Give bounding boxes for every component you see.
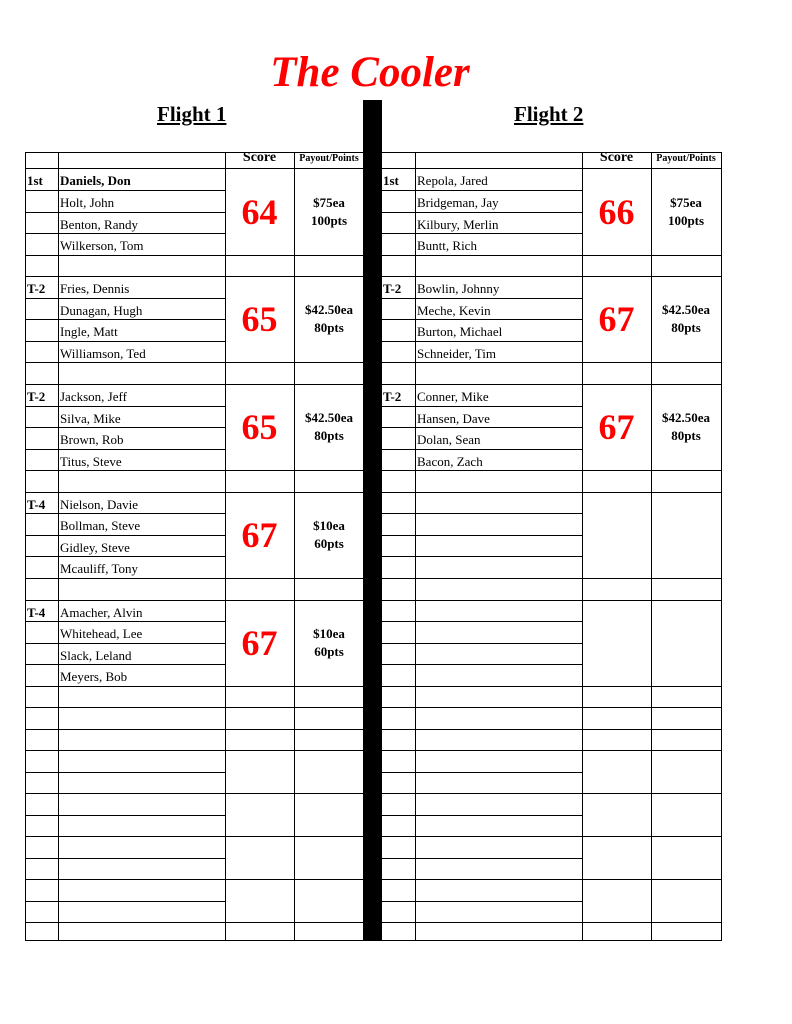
row-line bbox=[25, 772, 226, 773]
row-line bbox=[381, 341, 583, 342]
row-line bbox=[582, 940, 722, 941]
row-line bbox=[582, 686, 722, 687]
position-label: T-2 bbox=[383, 281, 402, 296]
player-name: Dunagan, Hugh bbox=[60, 303, 143, 318]
payout-amount: $42.50ea bbox=[304, 302, 354, 317]
row-line bbox=[225, 168, 365, 169]
col-line bbox=[651, 152, 652, 941]
row-line bbox=[381, 664, 583, 665]
points-amount: 100pts bbox=[310, 212, 348, 228]
row-line bbox=[25, 858, 226, 859]
row-line bbox=[381, 600, 583, 601]
payout-amount: $42.50ea bbox=[661, 410, 711, 425]
col-line bbox=[415, 152, 416, 941]
row-line bbox=[381, 470, 583, 471]
row-line bbox=[381, 750, 583, 751]
payout-amount: $42.50ea bbox=[304, 410, 354, 425]
payout-value bbox=[294, 625, 364, 661]
row-line bbox=[381, 940, 583, 941]
row-line bbox=[381, 255, 583, 256]
row-line bbox=[25, 152, 226, 153]
row-line bbox=[25, 940, 226, 941]
row-line bbox=[225, 879, 365, 880]
row-line bbox=[381, 686, 583, 687]
position-label: 1st bbox=[383, 173, 399, 188]
row-line bbox=[25, 384, 226, 385]
row-line bbox=[381, 815, 583, 816]
row-line bbox=[381, 449, 583, 450]
payout-value bbox=[651, 409, 721, 445]
row-line bbox=[381, 168, 583, 169]
row-line bbox=[381, 772, 583, 773]
row-line bbox=[225, 600, 365, 601]
row-line bbox=[225, 793, 365, 794]
row-line bbox=[225, 578, 365, 579]
position-label: T-2 bbox=[27, 389, 46, 404]
player-name: Kilbury, Merlin bbox=[417, 217, 499, 232]
row-line bbox=[225, 750, 365, 751]
points-amount: 60pts bbox=[314, 536, 344, 551]
row-line bbox=[381, 922, 583, 923]
row-line bbox=[582, 384, 722, 385]
row-line bbox=[25, 556, 226, 557]
row-line bbox=[25, 470, 226, 471]
payout-value bbox=[651, 194, 721, 230]
row-line bbox=[225, 686, 365, 687]
player-name: Mcauliff, Tony bbox=[60, 561, 139, 576]
player-name: Wilkerson, Tom bbox=[60, 238, 144, 253]
score-value: 67 bbox=[598, 299, 635, 339]
row-line bbox=[381, 233, 583, 234]
player-name: Dolan, Sean bbox=[417, 432, 481, 447]
row-line bbox=[381, 729, 583, 730]
player-name: Holt, John bbox=[60, 195, 115, 210]
row-line bbox=[225, 362, 365, 363]
player-name: Ingle, Matt bbox=[60, 324, 118, 339]
row-line bbox=[25, 600, 226, 601]
player-name: Brown, Rob bbox=[60, 432, 124, 447]
row-line bbox=[582, 168, 722, 169]
row-line bbox=[582, 470, 722, 471]
row-line bbox=[25, 922, 226, 923]
row-line bbox=[25, 276, 226, 277]
row-line bbox=[225, 470, 365, 471]
row-line bbox=[25, 492, 226, 493]
score-value: 65 bbox=[241, 407, 278, 447]
row-line bbox=[225, 707, 365, 708]
row-line bbox=[582, 276, 722, 277]
row-line bbox=[25, 449, 226, 450]
row-line bbox=[25, 233, 226, 234]
points-amount: 80pts bbox=[671, 428, 701, 443]
player-name: Bridgeman, Jay bbox=[417, 195, 499, 210]
row-line bbox=[25, 901, 226, 902]
row-line bbox=[25, 621, 226, 622]
row-line bbox=[225, 492, 365, 493]
row-line bbox=[582, 600, 722, 601]
row-line bbox=[25, 319, 226, 320]
payout-value bbox=[651, 301, 721, 337]
payout-amount: $75ea bbox=[313, 194, 345, 210]
points-amount: 60pts bbox=[314, 644, 344, 659]
payout-value bbox=[294, 301, 364, 337]
row-line bbox=[25, 643, 226, 644]
row-line bbox=[25, 664, 226, 665]
player-name: Schneider, Tim bbox=[417, 346, 496, 361]
row-line bbox=[25, 406, 226, 407]
row-line bbox=[225, 276, 365, 277]
row-line bbox=[381, 212, 583, 213]
row-line bbox=[25, 255, 226, 256]
row-line bbox=[25, 578, 226, 579]
payout-value bbox=[294, 409, 364, 445]
payout-value bbox=[294, 517, 364, 553]
row-line bbox=[381, 513, 583, 514]
score-value: 65 bbox=[241, 299, 278, 339]
flight-divider bbox=[363, 100, 382, 941]
player-name: Jackson, Jeff bbox=[60, 389, 127, 404]
row-line bbox=[381, 276, 583, 277]
flight-1-title: Flight 1 bbox=[157, 102, 227, 126]
row-line bbox=[381, 707, 583, 708]
player-name: Hansen, Dave bbox=[417, 411, 490, 426]
col-line bbox=[582, 152, 583, 941]
payout-header: Payout/Points bbox=[299, 153, 359, 164]
row-line bbox=[25, 212, 226, 213]
page-title: The Cooler bbox=[270, 49, 470, 96]
row-line bbox=[582, 362, 722, 363]
position-label: T-2 bbox=[27, 281, 46, 296]
row-line bbox=[582, 578, 722, 579]
row-line bbox=[582, 922, 722, 923]
payout-amount: $75ea bbox=[670, 194, 702, 210]
player-name: Gidley, Steve bbox=[60, 540, 130, 555]
player-name: Repola, Jared bbox=[417, 173, 488, 188]
score-value: 67 bbox=[598, 407, 635, 447]
row-line bbox=[25, 341, 226, 342]
row-line bbox=[381, 836, 583, 837]
row-line bbox=[25, 362, 226, 363]
points-amount: 100pts bbox=[667, 212, 705, 228]
score-header: Score bbox=[599, 150, 634, 165]
row-line bbox=[25, 168, 226, 169]
player-name: Meche, Kevin bbox=[417, 303, 491, 318]
row-line bbox=[25, 879, 226, 880]
row-line bbox=[582, 492, 722, 493]
row-line bbox=[25, 836, 226, 837]
row-line bbox=[381, 858, 583, 859]
position-label: T-4 bbox=[27, 497, 46, 512]
row-line bbox=[25, 298, 226, 299]
position-label: T-2 bbox=[383, 389, 402, 404]
player-name: Williamson, Ted bbox=[60, 346, 146, 361]
player-name: Bacon, Zach bbox=[417, 454, 483, 469]
score-value: 66 bbox=[598, 191, 635, 232]
row-line bbox=[381, 190, 583, 191]
player-name: Silva, Mike bbox=[60, 411, 121, 426]
row-line bbox=[582, 750, 722, 751]
row-line bbox=[381, 643, 583, 644]
payout-amount: $10ea bbox=[313, 626, 345, 641]
points-amount: 80pts bbox=[314, 320, 344, 335]
row-line bbox=[381, 427, 583, 428]
payout-header: Payout/Points bbox=[656, 153, 716, 164]
score-header: Score bbox=[242, 150, 277, 165]
row-line bbox=[582, 729, 722, 730]
row-line bbox=[381, 406, 583, 407]
row-line bbox=[25, 686, 226, 687]
row-line bbox=[582, 793, 722, 794]
row-line bbox=[582, 879, 722, 880]
row-line bbox=[381, 578, 583, 579]
player-name: Burton, Michael bbox=[417, 324, 503, 339]
player-name: Bollman, Steve bbox=[60, 518, 141, 533]
row-line bbox=[225, 255, 365, 256]
row-line bbox=[381, 556, 583, 557]
row-line bbox=[25, 729, 226, 730]
payout-amount: $10ea bbox=[313, 518, 345, 533]
score-value: 67 bbox=[241, 623, 278, 663]
points-amount: 80pts bbox=[314, 428, 344, 443]
col-line bbox=[721, 152, 722, 941]
payout-amount: $42.50ea bbox=[661, 302, 711, 317]
row-line bbox=[381, 152, 583, 153]
row-line bbox=[25, 513, 226, 514]
row-line bbox=[25, 750, 226, 751]
row-line bbox=[25, 815, 226, 816]
player-name: Whitehead, Lee bbox=[60, 626, 143, 641]
row-line bbox=[25, 793, 226, 794]
row-line bbox=[25, 535, 226, 536]
player-name: Benton, Randy bbox=[60, 217, 138, 232]
row-line bbox=[381, 319, 583, 320]
player-name: Bowlin, Johnny bbox=[417, 281, 500, 296]
row-line bbox=[225, 836, 365, 837]
row-line bbox=[25, 190, 226, 191]
score-value: 67 bbox=[241, 515, 278, 555]
payout-value bbox=[294, 194, 364, 230]
row-line bbox=[381, 298, 583, 299]
flight-2-title: Flight 2 bbox=[514, 102, 584, 126]
row-line bbox=[25, 427, 226, 428]
row-line bbox=[582, 707, 722, 708]
col-line bbox=[25, 152, 26, 941]
row-line bbox=[25, 707, 226, 708]
row-line bbox=[225, 940, 365, 941]
row-line bbox=[381, 492, 583, 493]
row-line bbox=[381, 879, 583, 880]
row-line bbox=[582, 836, 722, 837]
player-name: Buntt, Rich bbox=[417, 238, 477, 253]
row-line bbox=[225, 729, 365, 730]
player-name: Conner, Mike bbox=[417, 389, 489, 404]
row-line bbox=[225, 922, 365, 923]
player-name: Fries, Dennis bbox=[60, 281, 130, 296]
player-name: Amacher, Alvin bbox=[60, 605, 143, 620]
row-line bbox=[381, 384, 583, 385]
player-name: Titus, Steve bbox=[60, 454, 122, 469]
player-name: Daniels, Don bbox=[60, 173, 131, 188]
position-label: T-4 bbox=[27, 605, 46, 620]
row-line bbox=[381, 535, 583, 536]
points-amount: 80pts bbox=[671, 320, 701, 335]
player-name: Nielson, Davie bbox=[60, 497, 138, 512]
row-line bbox=[582, 255, 722, 256]
score-value: 64 bbox=[241, 191, 278, 232]
player-name: Slack, Leland bbox=[60, 648, 132, 663]
row-line bbox=[381, 793, 583, 794]
player-name: Meyers, Bob bbox=[60, 669, 128, 684]
col-line bbox=[58, 152, 59, 941]
row-line bbox=[381, 621, 583, 622]
row-line bbox=[225, 384, 365, 385]
row-line bbox=[381, 362, 583, 363]
row-line bbox=[381, 901, 583, 902]
position-label: 1st bbox=[27, 173, 43, 188]
